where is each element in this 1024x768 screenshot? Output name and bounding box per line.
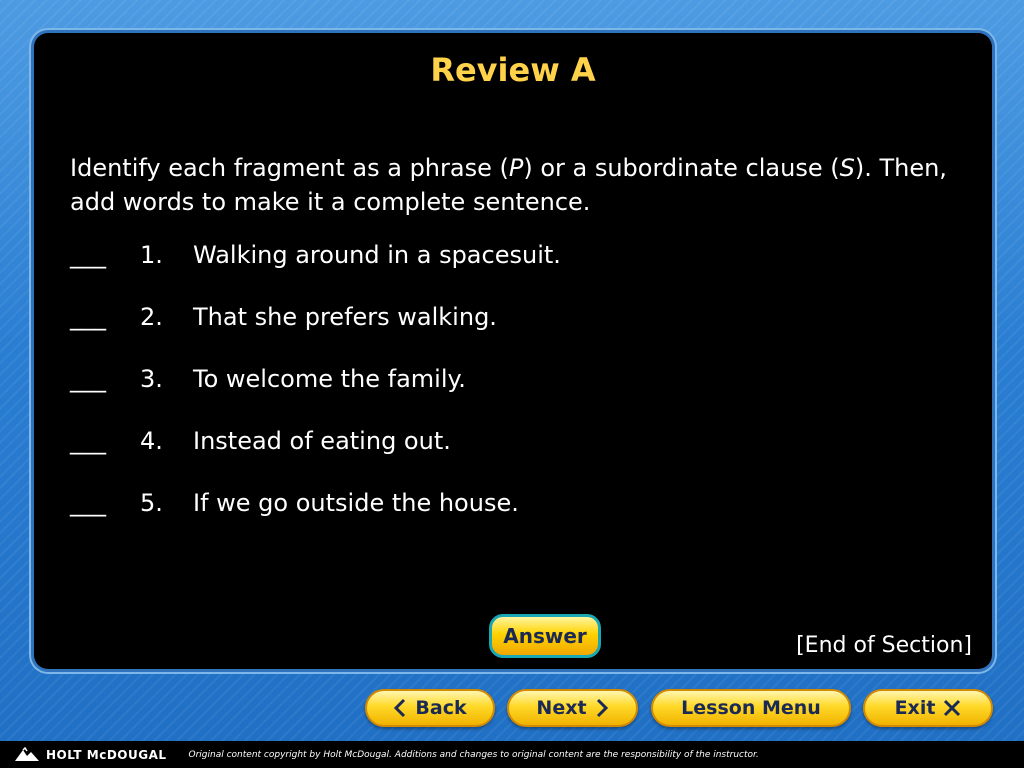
item-number: 4. [140,427,163,455]
list-item [70,362,466,396]
list-item [70,300,497,334]
copyright-text: Original content copyright by Holt McDougal. Additions and changes to original content are the responsibility of the instructor. [188,749,759,760]
item-text: If we go outside the house. [193,489,519,517]
close-icon [943,699,961,717]
chevron-right-icon [595,698,609,718]
answer-blank: ___ [70,303,106,331]
answer-blank: ___ [70,489,106,517]
footer-bar [0,741,1024,768]
item-text: Walking around in a spacesuit. [193,241,561,269]
slide-panel [34,33,992,669]
brand-name: HOLT McDOUGAL [46,747,167,762]
exit-button[interactable] [863,689,993,727]
chevron-left-icon [393,698,407,718]
lesson-menu-button[interactable] [651,689,851,727]
instructions-part: ). Then, add words to make it a complete sentence. [70,154,947,216]
answer-blank: ___ [70,241,106,269]
instructions-clause-letter: S [839,154,855,182]
item-text: To welcome the family. [193,365,466,393]
answer-blank: ___ [70,365,106,393]
item-number: 5. [140,489,163,517]
lesson-menu-button-label: Lesson Menu [681,697,821,719]
exit-button-label: Exit [894,697,936,719]
list-item [70,238,561,272]
back-button[interactable] [365,689,495,727]
instructions-part: Identify each fragment as a phrase ( [70,154,509,182]
back-button-label: Back [415,697,467,719]
holt-mcdougal-logo-icon [12,746,42,764]
list-item [70,486,519,520]
next-button-label: Next [536,697,587,719]
slide-title: Review A [430,51,596,89]
answer-blank: ___ [70,427,106,455]
instructions-text [70,151,970,219]
instructions-part: ) or a subordinate clause ( [523,154,840,182]
end-of-section-label: [End of Section] [796,633,972,658]
item-number: 3. [140,365,163,393]
item-text: Instead of eating out. [193,427,451,455]
item-number: 2. [140,303,163,331]
next-button[interactable] [507,689,638,727]
instructions-phrase-letter: P [508,154,524,182]
item-text: That she prefers walking. [193,303,497,331]
list-item [70,424,451,458]
answer-button[interactable]: Answer [489,614,601,658]
item-number: 1. [140,241,163,269]
